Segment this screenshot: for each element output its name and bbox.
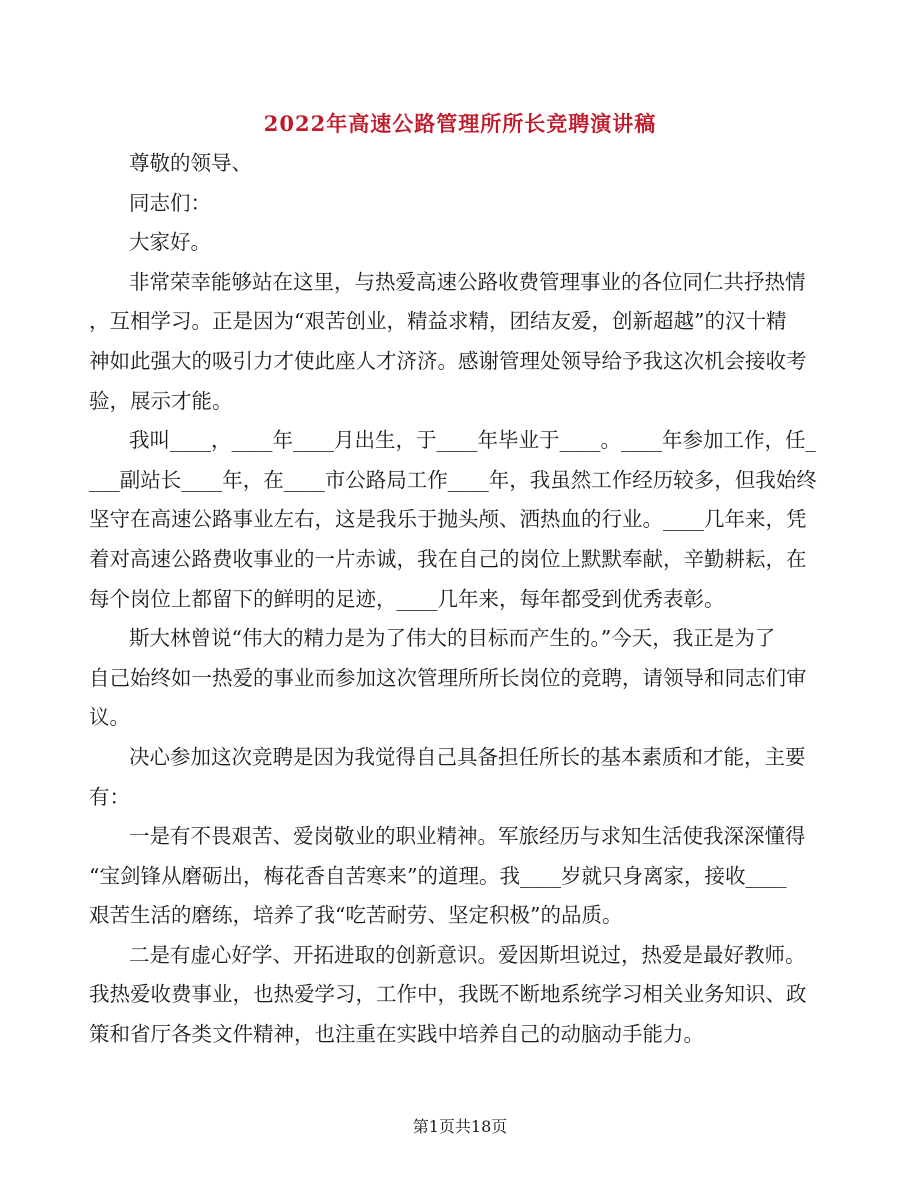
page-number-footer: 第1页共18页 (412, 1117, 508, 1136)
paragraph-line: 斯大林曾说“伟大的精力是为了伟大的目标而产生的。”今天，我正是为了 (129, 626, 776, 651)
paragraph-line: ___副站长____年，在____市公路局工作____年，我虽然工作经历较多，但我始终 (89, 467, 817, 492)
paragraph-line: 我叫____，____年____月出生，于____年毕业于____。____年参加工作，任_ (129, 428, 816, 453)
paragraph-line: 大家好。 (129, 230, 211, 255)
paragraph-line: 决心参加这次竞聘是因为我觉得自己具备担任所长的基本素质和才能，主要 (129, 744, 806, 769)
paragraph-line: 非常荣幸能够站在这里，与热爱高速公路收费管理事业的各位同仁共抒热情 (129, 269, 806, 294)
paragraph-line: 议。 (89, 705, 130, 730)
paragraph-line: 验，展示才能。 (89, 388, 233, 413)
paragraph-line: 二是有虚心好学、开拓进取的创新意识。爱因斯坦说过，热爱是最好教师。 (129, 942, 806, 967)
paragraph-line: 一是有不畏艰苦、爱岗敬业的职业精神。军旅经历与求知生活使我深深懂得 (129, 824, 806, 849)
paragraph-line: 每个岗位上都留下的鲜明的足迹，____几年来，每年都受到优秀表彰。 (89, 586, 725, 611)
paragraph-line: 尊敬的领导、 (129, 151, 252, 175)
paragraph-line: 坚守在高速公路事业左右，这是我乐于抛头颅、洒热血的行业。____几年来，凭 (89, 507, 807, 532)
paragraph-line: 艰苦生活的磨练，培养了我“吃苦耐劳、坚定积极”的品质。 (89, 903, 623, 928)
paragraph-line: 神如此强大的吸引力才使此座人才济济。感谢管理处领导给予我这次机会接收考 (89, 348, 807, 373)
paragraph-line: 同志们： (129, 190, 211, 215)
paragraph-line: “宝剑锋从磨砺出，梅花香自苦寒来”的道理。我____岁就只身离家，接收____ (89, 863, 787, 888)
paragraph-line: ，互相学习。正是因为“艰苦创业，精益求精，团结友爱，创新超越”的汉十精 (89, 309, 787, 334)
paragraph-line: 有： (89, 784, 130, 809)
paragraph-line: 我热爱收费事业，也热爱学习，工作中，我既不断地系统学习相关业务知识、政 (89, 982, 807, 1007)
paragraph-line: 策和省厅各类文件精神，也注重在实践中培养自己的动脑动手能力。 (89, 1022, 704, 1047)
document-title: 2022年高速公路管理所所长竞聘演讲稿 (263, 111, 657, 136)
document-body (89, 144, 831, 1055)
paragraph-line: 自己始终如一热爱的事业而参加这次管理所所长岗位的竞聘，请领导和同志们审 (89, 665, 807, 690)
paragraph-line: 着对高速公路费收事业的一片赤诚，我在自己的岗位上默默奉献，辛勤耕耘，在 (89, 546, 807, 571)
